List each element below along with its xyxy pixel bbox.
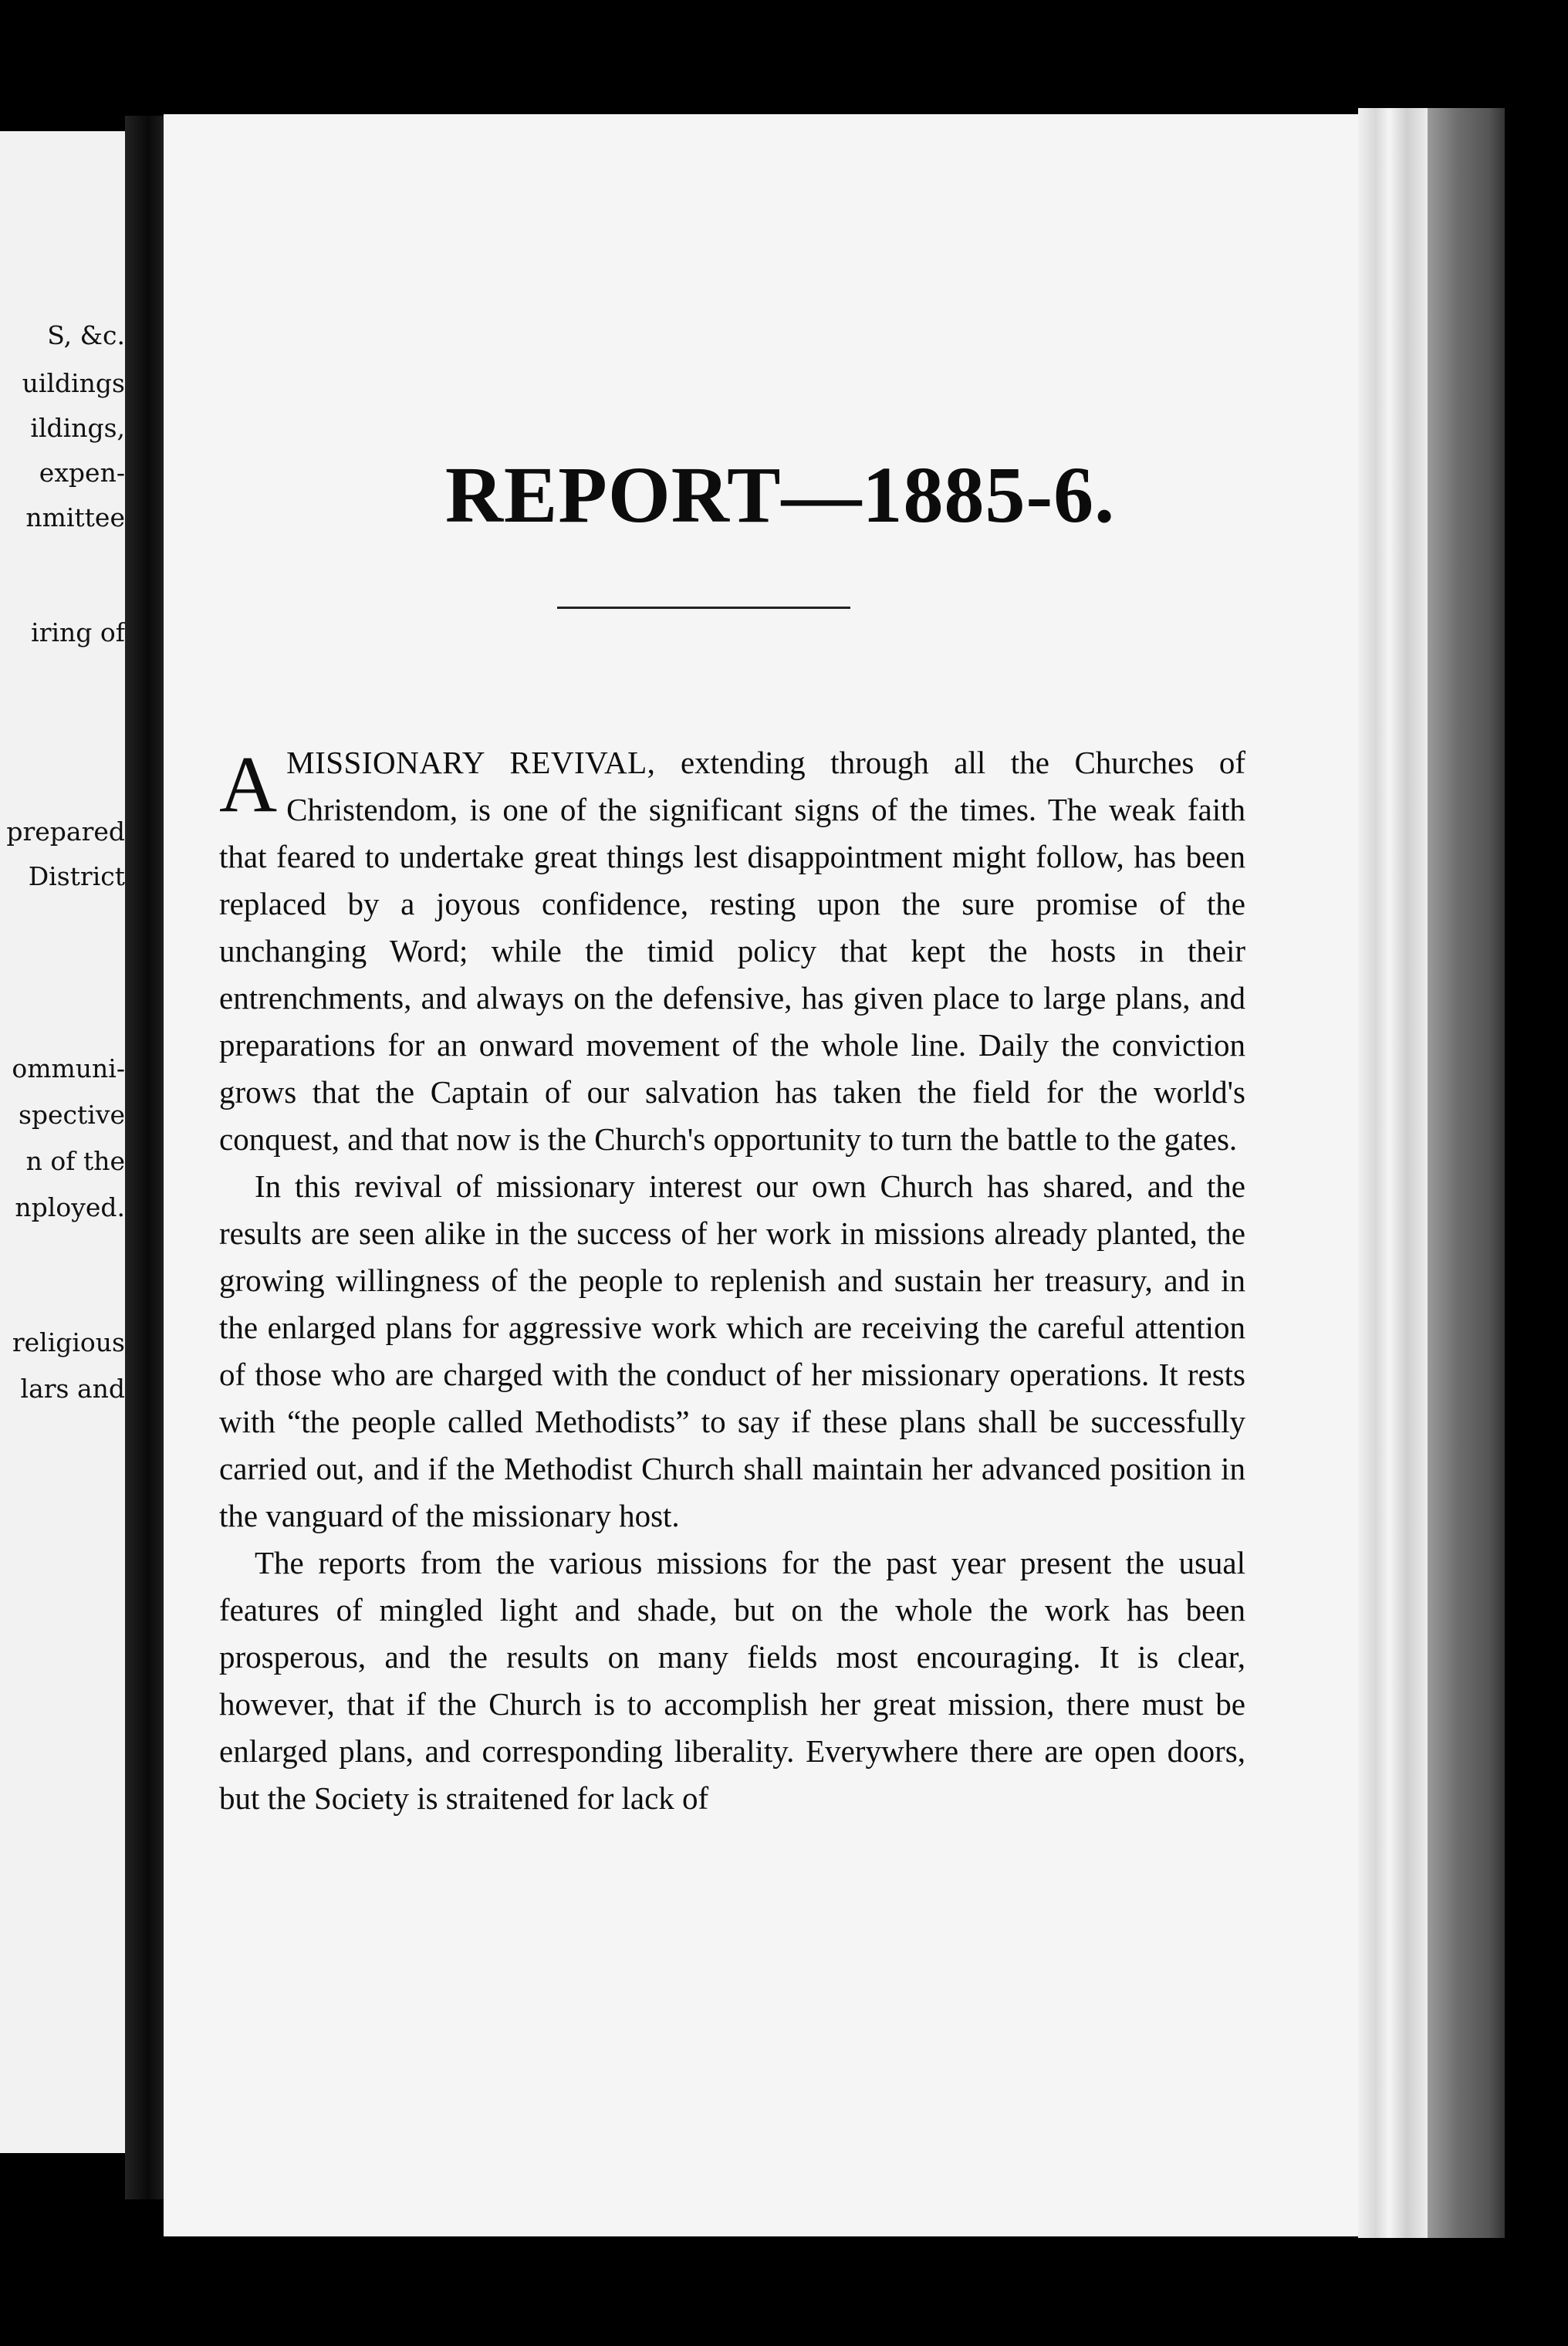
paragraph-text: extending through all the Churches of Christendom, is one of the significant signs of the times. The weak faith that feared to undertake great things lest disappointment might follow, has been replaced by a joyous confidence, resting upon the sure promise of the unchanging Word; while the timid policy that kept the hosts in their entrenchments, and always on the defensive, has given place to large plans, and preparations for an onward movement of the whole line. Daily the conviction grows that the Captain of our salvation has taken the field for the world's conquest, and that now is the Church's opportunity to turn the battle to the gates. [219, 745, 1245, 1157]
left-line: n of the [25, 1146, 125, 1176]
left-line: spective [18, 1100, 125, 1130]
left-line: ildings, [30, 413, 125, 443]
left-page-fragment [0, 131, 125, 2153]
left-line: prepared [6, 816, 125, 847]
book-cover-edge [1428, 108, 1505, 2238]
left-line: District [28, 861, 125, 891]
left-line: ommuni- [12, 1053, 125, 1083]
paragraph [219, 739, 1245, 1163]
paragraph: In this revival of missionary interest our own Church has shared, and the results are seen alike in the success of her work in missions already planted, the growing willingness of the people to replenish and sustain her treasury, and in the enlarged plans for aggressive work which are receiving the careful attention of those who are charged with the conduct of her missionary operations. It rests with “the people called Methodists” to say if these plans shall be successfully carried out, and if the Methodist Church shall maintain her advanced position in the vanguard of the missionary host. [219, 1168, 1245, 1533]
left-line: iring of [31, 617, 125, 647]
paragraph-lead: MISSIONARY REVIVAL, [286, 745, 656, 780]
left-line: uildings [22, 368, 125, 398]
page-edges [1358, 108, 1428, 2238]
book-gutter [125, 116, 164, 2199]
report-body [219, 739, 1245, 1822]
page-title: REPORT—1885-6. [444, 451, 1116, 539]
left-line: lars and [20, 1374, 125, 1404]
left-line: nployed. [15, 1192, 125, 1222]
paragraph: The reports from the various missions for the past year present the usual features of mingled light and shade, but on the whole the work has been prosperous, and the results on many fields most encouraging. It is clear, however, that if the Church is to accomplish her great mission, there must be enlarged plans, and corresponding liberality. Everywhere there are open doors, but the Society is straitened for lack of [219, 1545, 1245, 1816]
left-line: religious [12, 1327, 125, 1357]
drop-cap: A [219, 740, 278, 829]
main-page [164, 114, 1397, 2236]
left-line: nmittee [25, 502, 125, 532]
title-rule [557, 607, 850, 609]
left-line: expen- [39, 458, 125, 488]
left-line: S, &c. [47, 320, 125, 350]
